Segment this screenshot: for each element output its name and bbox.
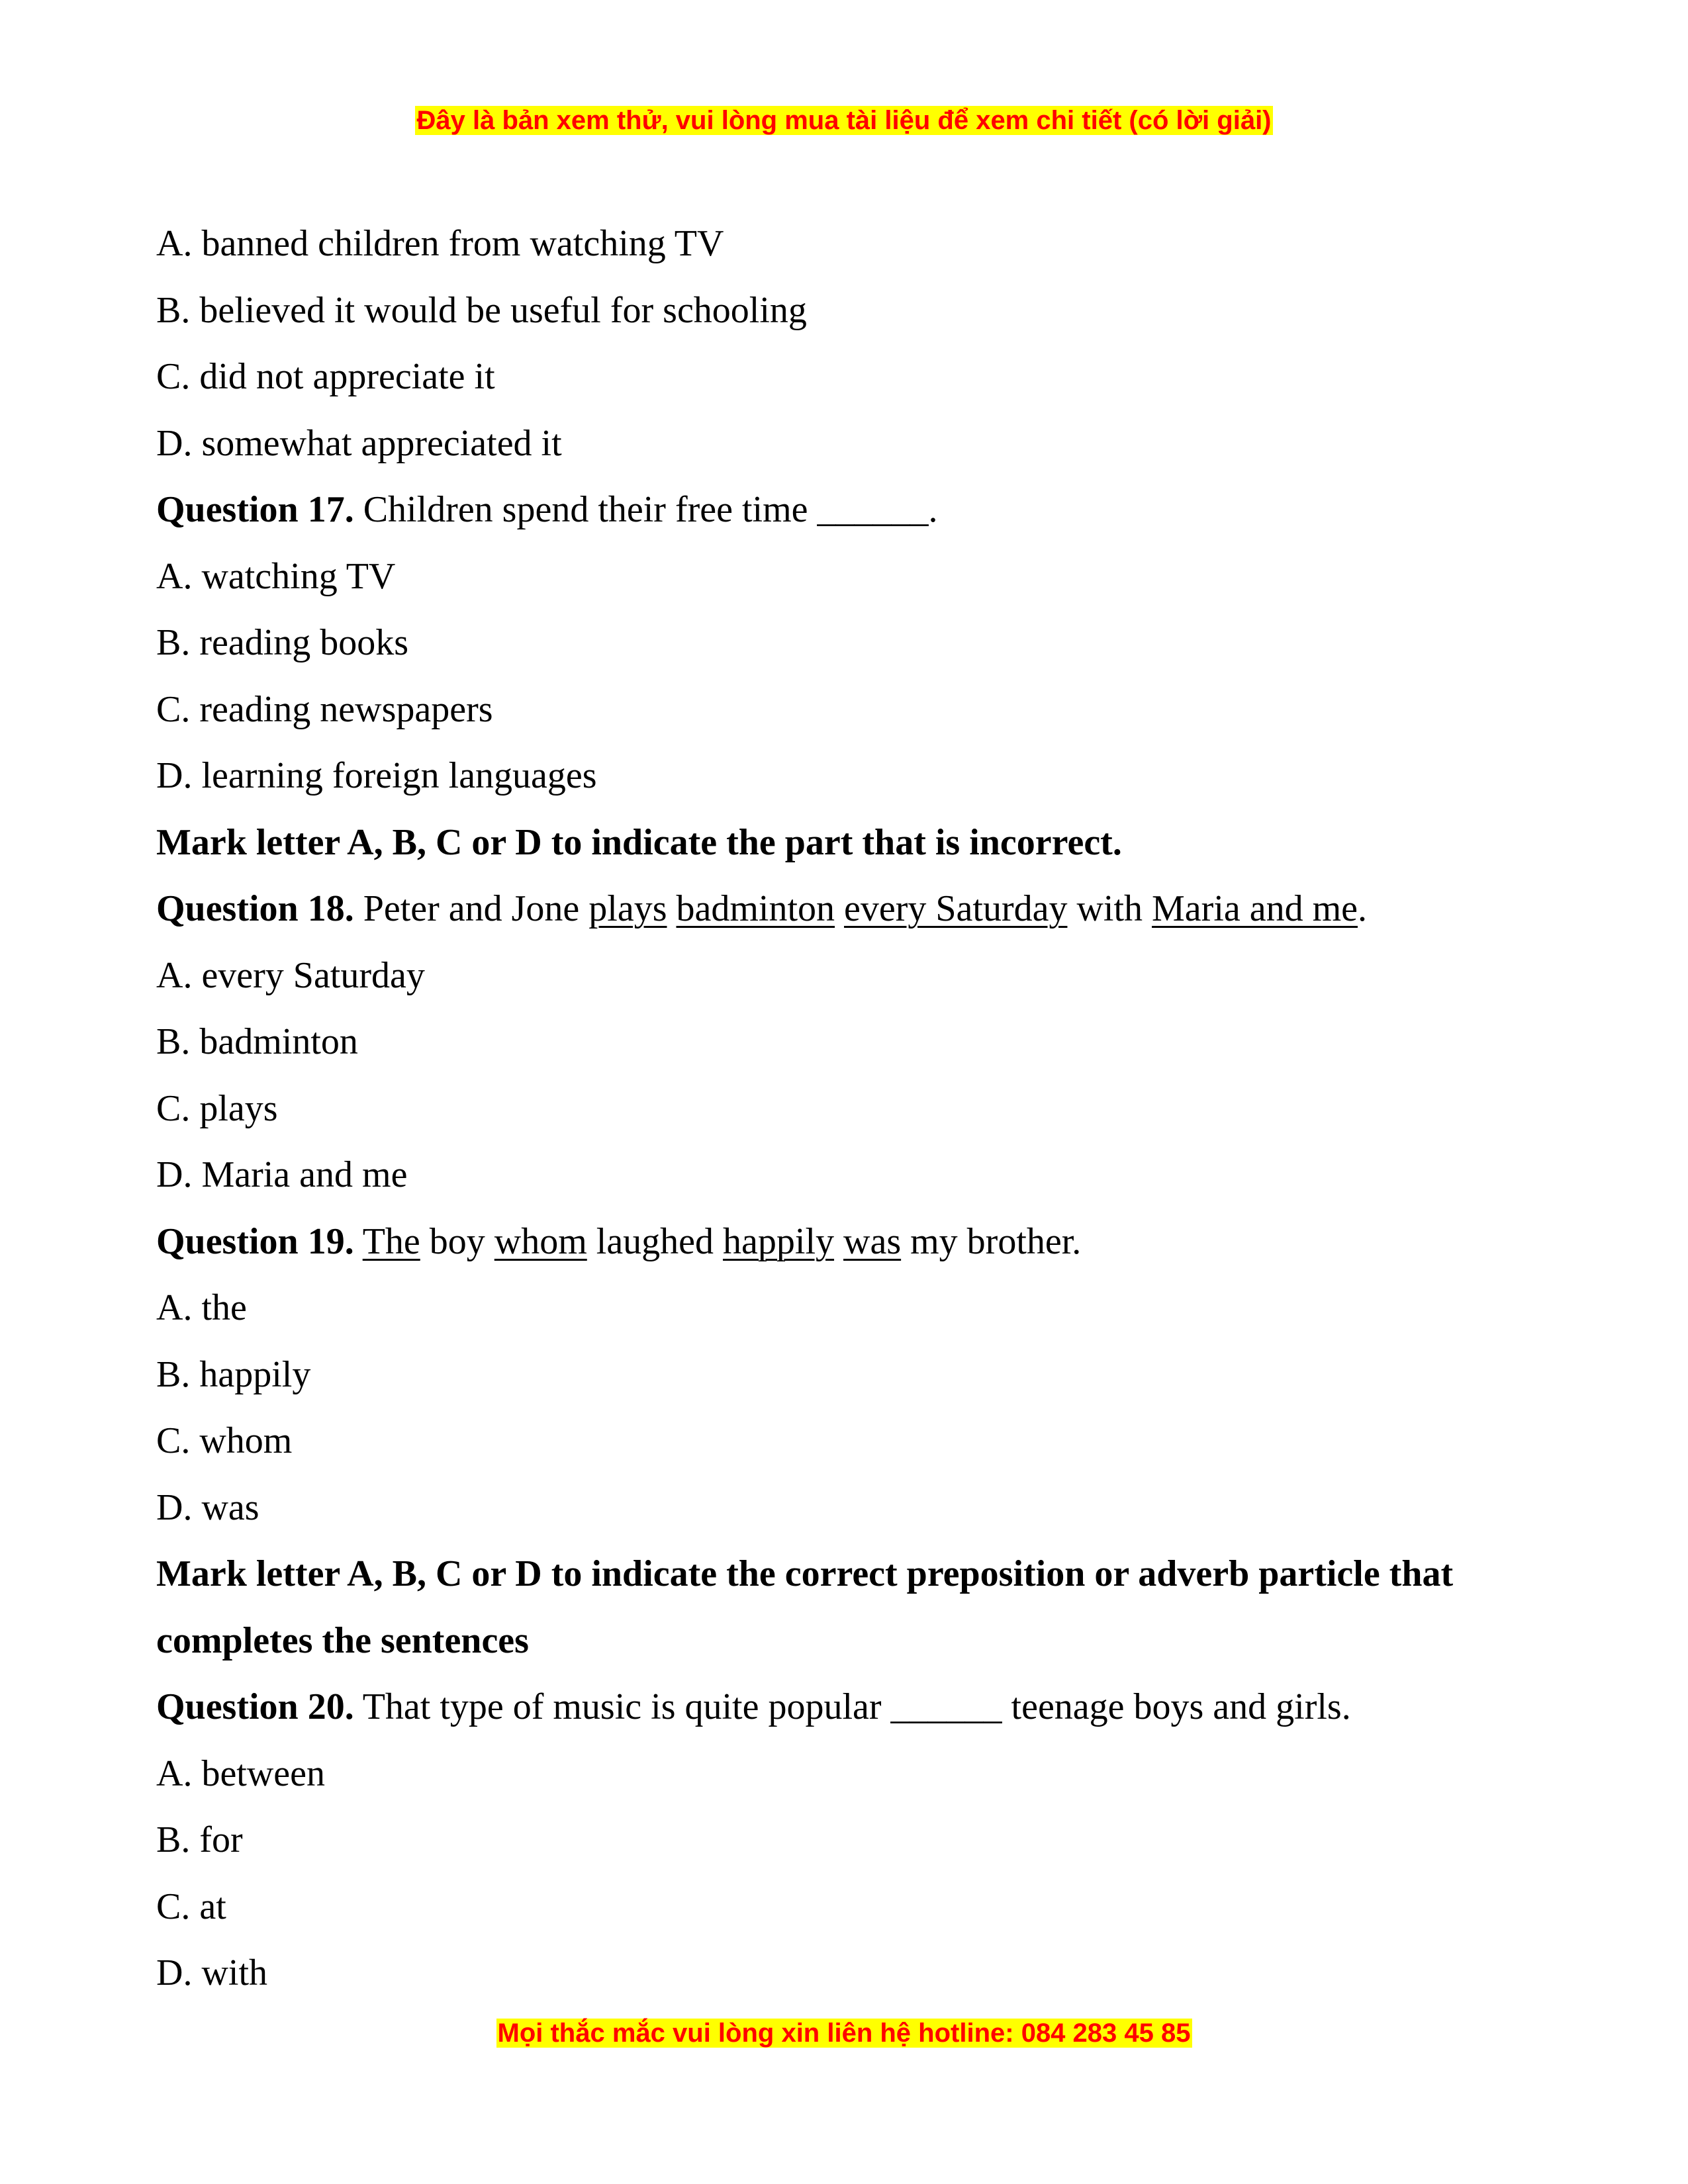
question-20-text: That type of music is quite popular ______ teenage boys and girls. [353,1686,1351,1727]
question-18-text-2 [667,888,677,929]
q18-option-b: B. badminton [156,1021,358,1062]
question-18-text-3 [835,888,844,929]
question-19-underline-4: was [843,1220,902,1262]
question-18-underline-2: badminton [676,888,835,929]
hotline-banner [0,2015,1688,2052]
question-20-label: Question 20. [156,1686,354,1727]
question-19-underline-2: whom [494,1220,587,1262]
instruction-preposition: Mark letter A, B, C or D to indicate the correct preposition or adverb particle that completes the sentences [156,1553,1454,1661]
question-17 [156,477,1533,543]
question-18-text-5: . [1358,888,1367,929]
q19-option-a: A. the [156,1287,247,1328]
q20-option-c: C. at [156,1886,226,1927]
question-18-text-1: Peter and Jone [353,888,589,929]
question-17-text: Children spend their free time ______. [353,489,938,530]
question-19-text-1 [354,1221,363,1262]
q16-option-a: A. banned children from watching TV [156,223,724,264]
q20-option-d: D. with [156,1952,267,1993]
q18-option-a: A. every Saturday [156,954,425,996]
q16-option-b: B. believed it would be useful for schooling [156,289,807,331]
q17-option-b: B. reading books [156,622,409,663]
question-19-text-3: laughed [586,1220,724,1262]
question-19 [156,1208,1533,1275]
preview-notice-banner [0,102,1688,139]
question-19-text-2: boy [420,1220,494,1262]
q17-option-d: D. learning foreign languages [156,755,597,796]
question-18-underline-3: every Saturday [844,888,1068,929]
q20-option-a: A. between [156,1752,326,1794]
question-18-label: Question 18. [156,888,354,929]
question-19-underline-3: happily [723,1220,835,1262]
document-body [156,210,1533,2007]
q18-option-d: D. Maria and me [156,1154,408,1195]
instruction-incorrect-part: Mark letter A, B, C or D to indicate the part that is incorrect. [156,821,1122,863]
hotline-text: Mọi thắc mắc vui lòng xin liên hệ hotline: 084 283 45 85 [497,2019,1191,2048]
question-18 [156,876,1533,942]
q19-option-c: C. whom [156,1420,293,1461]
q17-option-a: A. watching TV [156,555,396,597]
question-20 [156,1674,1533,1741]
question-18-underline-4: Maria and me [1152,888,1358,929]
q17-option-c: C. reading newspapers [156,688,493,730]
question-19-underline-1: The [362,1220,420,1262]
question-19-label: Question 19. [156,1220,354,1262]
q18-option-c: C. plays [156,1087,278,1129]
preview-notice-text: Đây là bản xem thử, vui lòng mua tài liệu để xem chi tiết (có lời giải) [416,106,1272,135]
question-17-label: Question 17. [156,489,354,530]
question-19-text-5: my brother. [901,1220,1082,1262]
question-18-text-4: with [1067,888,1152,929]
question-18-underline-1: plays [588,888,667,929]
q19-option-d: D. was [156,1486,259,1528]
question-19-text-4 [834,1221,843,1262]
q19-option-b: B. happily [156,1353,311,1395]
q16-option-d: D. somewhat appreciated it [156,422,562,464]
q20-option-b: B. for [156,1819,243,1860]
q16-option-c: C. did not appreciate it [156,356,495,397]
